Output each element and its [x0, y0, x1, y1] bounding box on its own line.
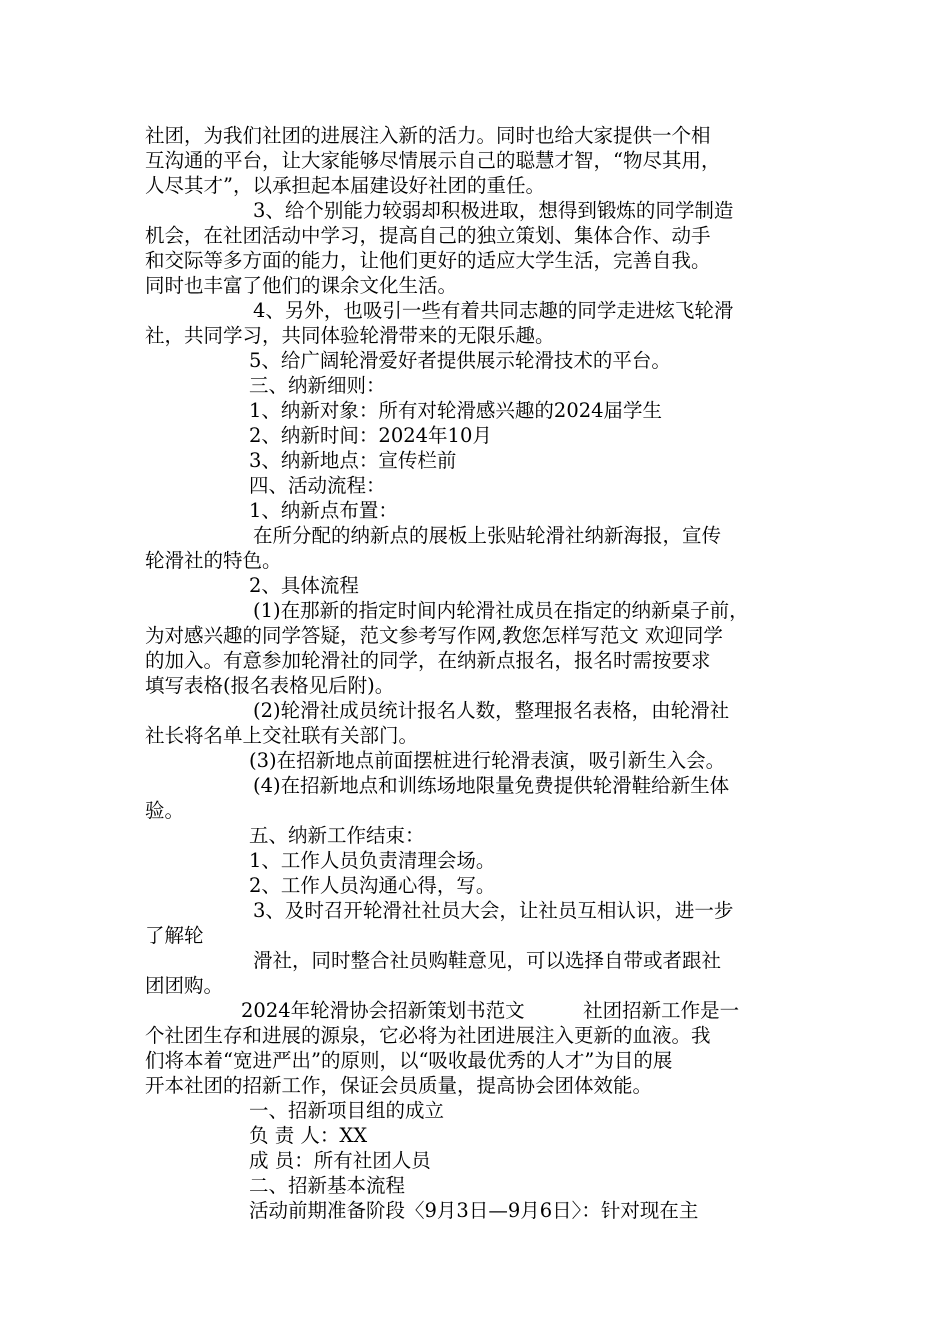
paragraph-line: (2)轮滑社成员统计报名人数，整理报名表格，由轮滑社 — [253, 699, 730, 722]
paragraph-line: 个社团生存和进展的源泉，它必将为社团进展注入更新的血液。我 — [145, 1024, 711, 1047]
paragraph-line: 5、给广阔轮滑爱好者提供展示轮滑技术的平台。 — [249, 349, 671, 372]
paragraph-line: 人尽其才”，以承担起本届建设好社团的重任。 — [145, 174, 545, 197]
paragraph-line: (3)在招新地点前面摆桩进行轮滑表演，吸引新生入会。 — [249, 749, 726, 772]
paragraph-line: 成 员：所有社团人员 — [249, 1149, 431, 1172]
paragraph-line: 五、纳新工作结束： — [249, 824, 425, 847]
paragraph-line: 2、具体流程 — [249, 574, 359, 597]
paragraph-line: 为对感兴趣的同学答疑，范文参考写作网,教您怎样写范文 欢迎同学 — [145, 624, 723, 647]
paragraph-line: 四、活动流程： — [249, 474, 386, 497]
paragraph-line: 3、给个别能力较弱却积极进取，想得到锻炼的同学制造 — [253, 199, 734, 222]
paragraph-line: 团团购。 — [145, 974, 224, 997]
paragraph-line: 验。 — [145, 799, 185, 822]
paragraph-line: 互沟通的平台，让大家能够尽情展示自己的聪慧才智，“物尽其用， — [145, 149, 721, 172]
paragraph-line: 滑社，同时整合社员购鞋意见，可以选择自带或者跟社 — [253, 949, 722, 972]
paragraph-line: 3、及时召开轮滑社社员大会，让社员互相认识，进一步 — [253, 899, 734, 922]
paragraph-line: 轮滑社的特色。 — [145, 549, 282, 572]
paragraph-line: (1)在那新的指定时间内轮滑社成员在指定的纳新桌子前， — [253, 599, 749, 622]
paragraph-line: 和交际等多方面的能力，让他们更好的适应大学生活，完善自我。 — [145, 249, 711, 272]
paragraph-line: 社团，为我们社团的进展注入新的活力。同时也给大家提供一个相 — [145, 124, 711, 147]
paragraph-line: 2024年轮滑协会招新策划书范文 社团招新工作是一 — [241, 999, 740, 1022]
paragraph-line: 2、纳新时间：2024年10月 — [249, 424, 492, 447]
paragraph-line: 开本社团的招新工作，保证会员质量，提高协会团体效能。 — [145, 1074, 653, 1097]
paragraph-line: 一、招新项目组的成立 — [249, 1099, 445, 1122]
paragraph-line: 了解轮 — [145, 924, 204, 947]
paragraph-line: 3、纳新地点：宣传栏前 — [249, 449, 457, 472]
paragraph-line: 的加入。有意参加轮滑社的同学，在纳新点报名，报名时需按要求 — [145, 649, 711, 672]
document-body — [145, 123, 810, 1223]
paragraph-line: 社，共同学习，共同体验轮滑带来的无限乐趣。 — [145, 324, 555, 347]
paragraph-line: 活动前期准备阶段〈9月3日—9月6日〉：针对现在主 — [249, 1199, 699, 1222]
paragraph-line: 4、另外，也吸引一些有着共同志趣的同学走进炫飞轮滑 — [253, 299, 734, 322]
paragraph-line: 1、工作人员负责清理会场。 — [249, 849, 496, 872]
paragraph-line: 同时也丰富了他们的课余文化生活。 — [145, 274, 458, 297]
paragraph-line: 二、招新基本流程 — [249, 1174, 406, 1197]
paragraph-line: 1、纳新对象：所有对轮滑感兴趣的2024届学生 — [249, 399, 663, 422]
paragraph-line: 三、纳新细则： — [249, 374, 386, 397]
paragraph-line: 机会，在社团活动中学习，提高自己的独立策划、集体合作、动手 — [145, 224, 711, 247]
paragraph-line: 负 责 人：XX — [249, 1124, 368, 1147]
paragraph-line: (4)在招新地点和训练场地限量免费提供轮滑鞋给新生体 — [253, 774, 730, 797]
paragraph-line: 社长将名单上交社联有关部门。 — [145, 724, 419, 747]
paragraph-line: 1、纳新点布置： — [249, 499, 398, 522]
paragraph-line: 2、工作人员沟通心得，写。 — [249, 874, 496, 897]
paragraph-line: 们将本着“宽进严出”的原则，以“吸收最优秀的人才”为目的展 — [145, 1049, 673, 1072]
paragraph-line: 填写表格(报名表格见后附)。 — [145, 674, 395, 697]
paragraph-line: 在所分配的纳新点的展板上张贴轮滑社纳新海报，宣传 — [253, 524, 722, 547]
